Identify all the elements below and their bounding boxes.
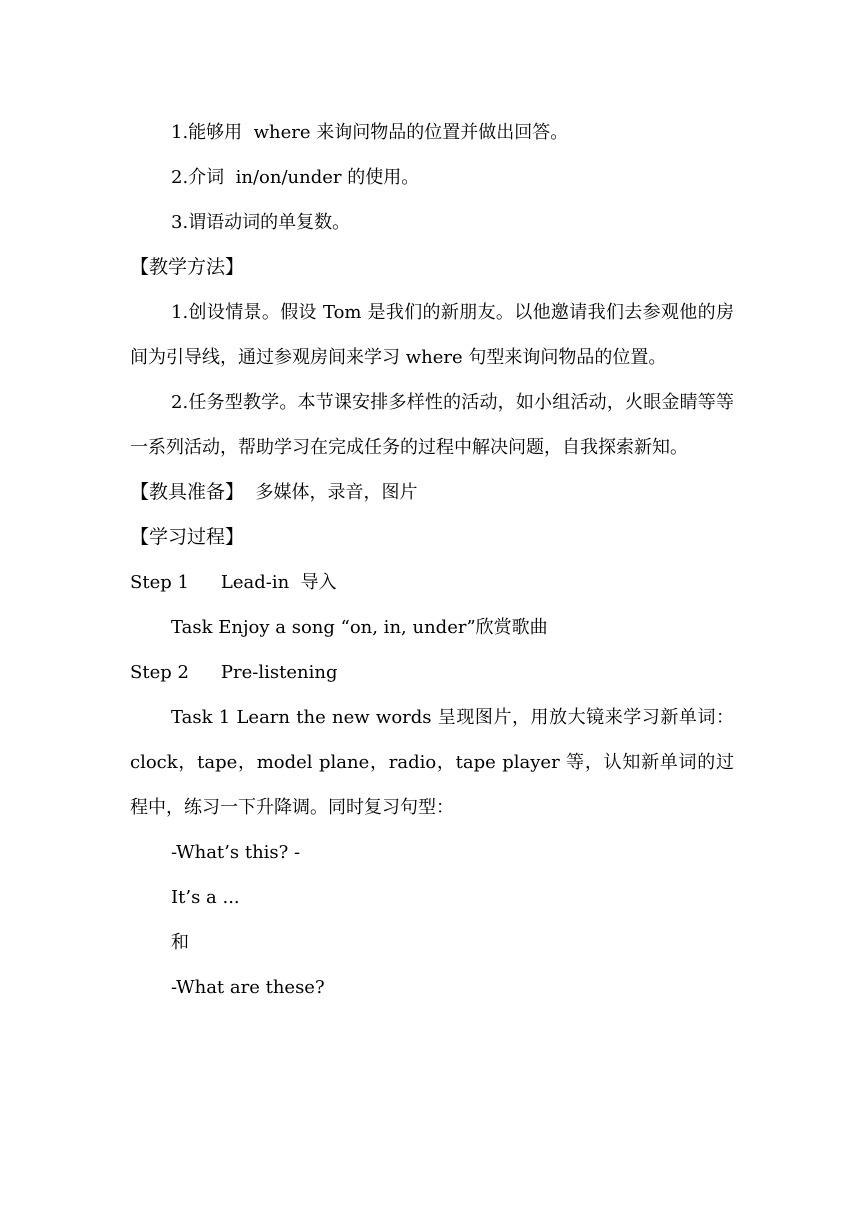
answer-1: It’s a ... (171, 887, 240, 908)
question-1: -What’s this? - (171, 842, 301, 863)
question-2: -What are these? (171, 977, 325, 998)
step2-line (130, 650, 734, 695)
method-1: 1.创设情景。假设 Tom 是我们的新朋友。以他邀请我们去参观他的房间为引导线，通过参观房间来学习 where 句型来询问物品的位置。 (130, 302, 734, 368)
objective-2: 2.介词 in/on/under 的使用。 (171, 167, 420, 188)
methods-heading: 【教学方法】 (130, 256, 245, 278)
process-heading: 【学习过程】 (130, 526, 245, 548)
materials-line (130, 470, 734, 515)
step1-task: Task Enjoy a song “on, in, under”欣赏歌曲 (171, 617, 548, 638)
step1-title: Lead-in 导入 (220, 572, 337, 593)
objective-1: 1.能够用 where 来询问物品的位置并做出回答。 (171, 122, 569, 143)
step1-label: Step 1 (130, 572, 189, 593)
materials-text: 多媒体，录音，图片 (244, 482, 418, 503)
and-text: 和 (171, 932, 189, 953)
document-page (130, 110, 734, 1010)
method-2: 2.任务型教学。本节课安排多样性的活动，如小组活动，火眼金睛等等一系列活动，帮助学习在完成任务的过程中解决问题，自我探索新知。 (130, 392, 734, 458)
materials-heading: 【教具准备】 (130, 481, 245, 503)
objective-3: 3.谓语动词的单复数。 (171, 212, 351, 233)
step2-task1: Task 1 Learn the new words 呈现图片，用放大镜来学习新单词：clock，tape，model plane，radio，tape player 等，认知新单词的过程中，练习一下升降调。同时复习句型： (130, 707, 734, 818)
step2-title: Pre-listening (220, 662, 338, 683)
step1-line (130, 560, 734, 605)
step2-label: Step 2 (130, 662, 189, 683)
